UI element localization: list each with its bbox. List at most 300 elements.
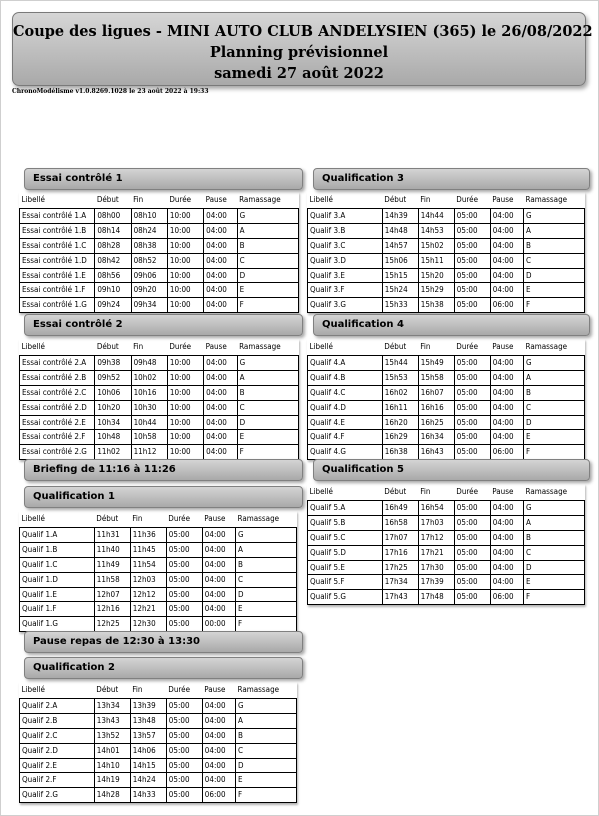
cell-debut: 12h07	[94, 587, 130, 602]
cell-fin: 09h20	[131, 283, 167, 298]
cell-debut: 11h49	[94, 557, 130, 572]
cell-duree: 10:00	[167, 356, 203, 371]
cell-pause: 04:00	[204, 209, 237, 224]
table-row	[308, 560, 585, 575]
column-header-fin: Fin	[130, 682, 166, 699]
cell-fin: 10h02	[131, 370, 167, 385]
cell-ramassage: G	[236, 699, 297, 714]
table-row	[308, 501, 585, 516]
cell-fin: 15h02	[418, 238, 454, 253]
section-header-essai-controle-2: Essai contrôlé 2	[24, 314, 303, 336]
cell-duree: 05:00	[454, 370, 490, 385]
table-row	[20, 283, 299, 298]
cell-fin: 10h58	[131, 430, 167, 445]
table-row	[20, 528, 297, 543]
cell-libelle: Qualif 5.C	[308, 530, 383, 545]
cell-libelle: Essai contrôlé 1.G	[20, 298, 95, 313]
cell-duree: 05:00	[454, 400, 490, 415]
table-row	[20, 542, 297, 557]
section-header-qualification-5: Qualification 5	[313, 459, 590, 481]
table-row	[20, 445, 299, 460]
cell-duree: 05:00	[454, 223, 490, 238]
cell-libelle: Essai contrôlé 1.E	[20, 268, 95, 283]
column-header-debut: Début	[382, 339, 418, 356]
cell-ramassage: F	[524, 298, 585, 313]
cell-debut: 14h10	[94, 758, 130, 773]
cell-libelle: Qualif 4.G	[308, 445, 383, 460]
cell-ramassage: G	[524, 356, 585, 371]
cell-pause: 04:00	[490, 530, 523, 545]
cell-pause: 04:00	[490, 545, 523, 560]
cell-libelle: Qualif 4.E	[308, 415, 383, 430]
column-header-pause: Pause	[204, 192, 237, 209]
cell-duree: 05:00	[454, 445, 490, 460]
table-row	[308, 430, 585, 445]
table-row	[20, 743, 297, 758]
cell-pause: 04:00	[490, 501, 523, 516]
cell-debut: 11h31	[94, 528, 130, 543]
cell-ramassage: B	[237, 238, 298, 253]
column-header-fin: Fin	[131, 339, 167, 356]
cell-debut: 09h38	[95, 356, 131, 371]
cell-ramassage: F	[524, 445, 585, 460]
cell-duree: 10:00	[167, 385, 203, 400]
planning-subtitle: Planning prévisionnel	[209, 44, 389, 61]
cell-libelle: Qualif 3.C	[308, 238, 383, 253]
cell-fin: 08h24	[131, 223, 167, 238]
cell-fin: 09h34	[131, 298, 167, 313]
cell-libelle: Essai contrôlé 2.B	[20, 370, 95, 385]
column-header-ramassage: Ramassage	[524, 484, 585, 501]
cell-debut: 15h53	[382, 370, 418, 385]
cell-ramassage: C	[524, 400, 585, 415]
cell-pause: 04:00	[490, 253, 523, 268]
cell-duree: 05:00	[454, 501, 490, 516]
cell-fin: 15h49	[418, 356, 454, 371]
column-header-duree: Durée	[167, 192, 203, 209]
pause-repas-banner: Pause repas de 12:30 à 13:30	[24, 631, 303, 653]
cell-ramassage: C	[524, 545, 585, 560]
cell-ramassage: D	[524, 268, 585, 283]
cell-fin: 17h03	[418, 515, 454, 530]
cell-fin: 15h20	[418, 268, 454, 283]
table-row	[20, 370, 299, 385]
cell-pause: 04:00	[202, 572, 235, 587]
cell-libelle: Essai contrôlé 2.F	[20, 430, 95, 445]
column-header-duree: Durée	[166, 511, 202, 528]
cell-pause: 04:00	[490, 356, 523, 371]
table-qualification-5	[307, 484, 585, 605]
table-header-row	[308, 339, 585, 356]
cell-pause: 06:00	[202, 788, 235, 803]
cell-ramassage: A	[524, 515, 585, 530]
cell-pause: 00:00	[202, 617, 235, 632]
column-header-fin: Fin	[130, 511, 166, 528]
column-header-duree: Durée	[166, 682, 202, 699]
cell-libelle: Qualif 3.A	[308, 209, 383, 224]
cell-duree: 05:00	[454, 385, 490, 400]
cell-pause: 04:00	[202, 758, 235, 773]
cell-duree: 05:00	[166, 528, 202, 543]
cell-ramassage: A	[524, 223, 585, 238]
cell-duree: 05:00	[166, 743, 202, 758]
cell-duree: 05:00	[454, 283, 490, 298]
table-row	[20, 268, 299, 283]
cell-duree: 10:00	[167, 415, 203, 430]
cell-duree: 10:00	[167, 253, 203, 268]
cell-libelle: Qualif 5.F	[308, 575, 383, 590]
cell-pause: 04:00	[202, 602, 235, 617]
cell-ramassage: D	[236, 758, 297, 773]
cell-duree: 05:00	[454, 590, 490, 605]
cell-debut: 16h20	[382, 415, 418, 430]
column-header-fin: Fin	[418, 484, 454, 501]
cell-fin: 16h25	[418, 415, 454, 430]
cell-libelle: Qualif 3.G	[308, 298, 383, 313]
cell-ramassage: B	[236, 728, 297, 743]
table-row	[20, 298, 299, 313]
cell-libelle: Essai contrôlé 1.D	[20, 253, 95, 268]
table-row	[308, 445, 585, 460]
briefing-banner: Briefing de 11:16 à 11:26	[24, 459, 303, 481]
table-row	[308, 385, 585, 400]
cell-libelle: Qualif 1.C	[20, 557, 95, 572]
cell-fin: 11h36	[130, 528, 166, 543]
table-row	[308, 575, 585, 590]
cell-fin: 11h12	[131, 445, 167, 460]
cell-pause: 04:00	[490, 575, 523, 590]
cell-fin: 16h43	[418, 445, 454, 460]
table-row	[20, 400, 299, 415]
cell-libelle: Qualif 2.D	[20, 743, 95, 758]
cell-libelle: Qualif 3.B	[308, 223, 383, 238]
cell-ramassage: A	[237, 370, 298, 385]
cell-ramassage: F	[236, 617, 297, 632]
table-row	[308, 298, 585, 313]
cell-debut: 13h52	[94, 728, 130, 743]
cell-pause: 04:00	[490, 209, 523, 224]
cell-libelle: Essai contrôlé 2.A	[20, 356, 95, 371]
section-header-qualification-3: Qualification 3	[313, 168, 590, 190]
cell-debut: 10h06	[95, 385, 131, 400]
cell-fin: 10h44	[131, 415, 167, 430]
cell-ramassage: C	[237, 400, 298, 415]
column-header-libelle: Libellé	[20, 511, 95, 528]
table-row	[20, 223, 299, 238]
cell-ramassage: B	[524, 385, 585, 400]
cell-fin: 16h54	[418, 501, 454, 516]
cell-debut: 13h34	[94, 699, 130, 714]
column-header-duree: Durée	[454, 339, 490, 356]
cell-duree: 05:00	[454, 415, 490, 430]
cell-fin: 17h48	[418, 590, 454, 605]
cell-ramassage: E	[236, 602, 297, 617]
cell-debut: 12h25	[94, 617, 130, 632]
table-header-row	[20, 339, 299, 356]
cell-debut: 10h48	[95, 430, 131, 445]
cell-libelle: Essai contrôlé 1.F	[20, 283, 95, 298]
cell-pause: 04:00	[490, 560, 523, 575]
column-header-libelle: Libellé	[308, 192, 383, 209]
cell-duree: 05:00	[166, 713, 202, 728]
cell-ramassage: E	[237, 430, 298, 445]
cell-pause: 04:00	[204, 430, 237, 445]
cell-debut: 17h16	[382, 545, 418, 560]
cell-ramassage: A	[236, 542, 297, 557]
cell-debut: 09h24	[95, 298, 131, 313]
section-header-qualification-2: Qualification 2	[24, 657, 303, 679]
cell-debut: 14h28	[94, 788, 130, 803]
cell-fin: 12h30	[130, 617, 166, 632]
cell-libelle: Essai contrôlé 2.D	[20, 400, 95, 415]
cell-pause: 04:00	[204, 268, 237, 283]
table-row	[308, 415, 585, 430]
cell-pause: 04:00	[202, 773, 235, 788]
cell-pause: 04:00	[204, 283, 237, 298]
table-row	[20, 728, 297, 743]
cell-duree: 05:00	[454, 430, 490, 445]
cell-pause: 04:00	[202, 587, 235, 602]
column-header-libelle: Libellé	[20, 192, 95, 209]
cell-ramassage: C	[236, 743, 297, 758]
column-header-pause: Pause	[490, 192, 523, 209]
cell-duree: 05:00	[454, 356, 490, 371]
cell-debut: 11h40	[94, 542, 130, 557]
cell-duree: 10:00	[167, 268, 203, 283]
cell-duree: 05:00	[454, 560, 490, 575]
table-row	[20, 209, 299, 224]
table-row	[20, 385, 299, 400]
cell-duree: 05:00	[454, 209, 490, 224]
cell-libelle: Qualif 4.F	[308, 430, 383, 445]
cell-ramassage: C	[524, 253, 585, 268]
cell-pause: 06:00	[490, 590, 523, 605]
cell-fin: 08h38	[131, 238, 167, 253]
cell-fin: 09h06	[131, 268, 167, 283]
event-date: samedi 27 août 2022	[214, 65, 384, 82]
cell-duree: 05:00	[166, 617, 202, 632]
cell-debut: 09h10	[95, 283, 131, 298]
cell-libelle: Qualif 2.F	[20, 773, 95, 788]
cell-libelle: Qualif 5.D	[308, 545, 383, 560]
cell-duree: 10:00	[167, 370, 203, 385]
cell-duree: 05:00	[166, 728, 202, 743]
cell-debut: 15h15	[382, 268, 418, 283]
cell-debut: 10h20	[95, 400, 131, 415]
cell-ramassage: D	[237, 268, 298, 283]
cell-duree: 05:00	[454, 515, 490, 530]
cell-ramassage: E	[524, 283, 585, 298]
cell-ramassage: G	[237, 356, 298, 371]
cell-libelle: Qualif 3.E	[308, 268, 383, 283]
table-qualification-3	[307, 192, 585, 313]
table-row	[20, 557, 297, 572]
cell-fin: 15h38	[418, 298, 454, 313]
cell-fin: 16h07	[418, 385, 454, 400]
table-row	[308, 545, 585, 560]
cell-pause: 04:00	[204, 385, 237, 400]
cell-pause: 06:00	[490, 298, 523, 313]
cell-pause: 04:00	[202, 528, 235, 543]
table-row	[20, 430, 299, 445]
cell-fin: 08h10	[131, 209, 167, 224]
cell-pause: 04:00	[490, 430, 523, 445]
table-header-row	[20, 682, 297, 699]
cell-duree: 10:00	[167, 238, 203, 253]
cell-fin: 12h12	[130, 587, 166, 602]
cell-debut: 16h49	[382, 501, 418, 516]
cell-fin: 11h54	[130, 557, 166, 572]
column-header-duree: Durée	[454, 484, 490, 501]
cell-ramassage: E	[524, 575, 585, 590]
table-row	[308, 223, 585, 238]
cell-debut: 08h14	[95, 223, 131, 238]
cell-libelle: Essai contrôlé 2.E	[20, 415, 95, 430]
table-row	[20, 713, 297, 728]
title-banner	[12, 12, 593, 86]
cell-debut: 17h25	[382, 560, 418, 575]
column-header-duree: Durée	[454, 192, 490, 209]
cell-ramassage: F	[237, 298, 298, 313]
table-row	[20, 602, 297, 617]
cell-ramassage: F	[524, 590, 585, 605]
column-header-fin: Fin	[418, 192, 454, 209]
column-header-debut: Début	[382, 484, 418, 501]
cell-libelle: Essai contrôlé 2.C	[20, 385, 95, 400]
column-header-debut: Début	[95, 192, 131, 209]
cell-ramassage: G	[524, 501, 585, 516]
cell-debut: 16h29	[382, 430, 418, 445]
table-row	[20, 572, 297, 587]
cell-ramassage: F	[236, 788, 297, 803]
cell-libelle: Qualif 1.A	[20, 528, 95, 543]
table-row	[20, 253, 299, 268]
cell-ramassage: C	[237, 253, 298, 268]
cell-libelle: Qualif 1.D	[20, 572, 95, 587]
cell-pause: 04:00	[204, 356, 237, 371]
cell-duree: 05:00	[166, 572, 202, 587]
column-header-debut: Début	[94, 511, 130, 528]
cell-libelle: Qualif 4.A	[308, 356, 383, 371]
table-row	[308, 209, 585, 224]
cell-debut: 12h16	[94, 602, 130, 617]
table-row	[308, 370, 585, 385]
cell-pause: 04:00	[204, 445, 237, 460]
cell-fin: 16h16	[418, 400, 454, 415]
cell-libelle: Qualif 4.C	[308, 385, 383, 400]
table-row	[20, 356, 299, 371]
table-qualification-4	[307, 339, 585, 460]
cell-fin: 14h06	[130, 743, 166, 758]
cell-fin: 15h29	[418, 283, 454, 298]
cell-pause: 04:00	[202, 743, 235, 758]
cell-pause: 04:00	[202, 557, 235, 572]
cell-libelle: Qualif 2.G	[20, 788, 95, 803]
table-row	[308, 253, 585, 268]
cell-duree: 05:00	[454, 575, 490, 590]
cell-fin: 14h53	[418, 223, 454, 238]
column-header-ramassage: Ramassage	[237, 339, 298, 356]
cell-duree: 05:00	[454, 268, 490, 283]
cell-fin: 10h30	[131, 400, 167, 415]
column-header-ramassage: Ramassage	[236, 682, 297, 699]
cell-pause: 04:00	[202, 713, 235, 728]
cell-duree: 05:00	[166, 587, 202, 602]
cell-libelle: Qualif 5.E	[308, 560, 383, 575]
cell-duree: 05:00	[166, 602, 202, 617]
cell-debut: 08h56	[95, 268, 131, 283]
cell-pause: 04:00	[202, 728, 235, 743]
cell-libelle: Qualif 1.B	[20, 542, 95, 557]
cell-fin: 17h21	[418, 545, 454, 560]
cell-pause: 04:00	[204, 298, 237, 313]
cell-ramassage: E	[524, 430, 585, 445]
cell-pause: 04:00	[204, 400, 237, 415]
cell-debut: 17h34	[382, 575, 418, 590]
column-header-pause: Pause	[490, 484, 523, 501]
cell-libelle: Essai contrôlé 1.C	[20, 238, 95, 253]
table-row	[20, 758, 297, 773]
column-header-debut: Début	[95, 339, 131, 356]
table-qualification-2	[19, 682, 297, 803]
cell-debut: 15h06	[382, 253, 418, 268]
cell-ramassage: E	[236, 773, 297, 788]
cell-pause: 04:00	[204, 415, 237, 430]
cell-ramassage: D	[524, 415, 585, 430]
cell-duree: 10:00	[167, 430, 203, 445]
cell-libelle: Qualif 3.D	[308, 253, 383, 268]
cell-fin: 14h33	[130, 788, 166, 803]
cell-libelle: Qualif 2.B	[20, 713, 95, 728]
cell-libelle: Qualif 5.G	[308, 590, 383, 605]
cell-ramassage: D	[524, 560, 585, 575]
table-row	[20, 699, 297, 714]
cell-pause: 04:00	[490, 415, 523, 430]
cell-debut: 09h52	[95, 370, 131, 385]
cell-pause: 04:00	[490, 385, 523, 400]
cell-debut: 08h00	[95, 209, 131, 224]
cell-debut: 16h58	[382, 515, 418, 530]
cell-duree: 05:00	[166, 542, 202, 557]
cell-fin: 13h39	[130, 699, 166, 714]
cell-fin: 12h21	[130, 602, 166, 617]
cell-duree: 10:00	[167, 283, 203, 298]
cell-fin: 08h52	[131, 253, 167, 268]
cell-libelle: Essai contrôlé 2.G	[20, 445, 95, 460]
cell-pause: 04:00	[490, 283, 523, 298]
cell-debut: 08h42	[95, 253, 131, 268]
cell-ramassage: D	[236, 587, 297, 602]
cell-debut: 10h34	[95, 415, 131, 430]
cell-fin: 13h48	[130, 713, 166, 728]
section-header-qualification-4: Qualification 4	[313, 314, 590, 336]
table-row	[20, 773, 297, 788]
cell-fin: 09h48	[131, 356, 167, 371]
cell-libelle: Qualif 3.F	[308, 283, 383, 298]
cell-fin: 16h34	[418, 430, 454, 445]
cell-libelle: Qualif 2.E	[20, 758, 95, 773]
cell-pause: 06:00	[490, 445, 523, 460]
cell-debut: 11h02	[95, 445, 131, 460]
cell-ramassage: B	[524, 238, 585, 253]
cell-debut: 14h39	[382, 209, 418, 224]
table-essai-controle-1	[19, 192, 299, 313]
cell-fin: 11h45	[130, 542, 166, 557]
column-header-pause: Pause	[490, 339, 523, 356]
cell-duree: 10:00	[167, 400, 203, 415]
cell-duree: 05:00	[166, 788, 202, 803]
cell-pause: 04:00	[204, 223, 237, 238]
